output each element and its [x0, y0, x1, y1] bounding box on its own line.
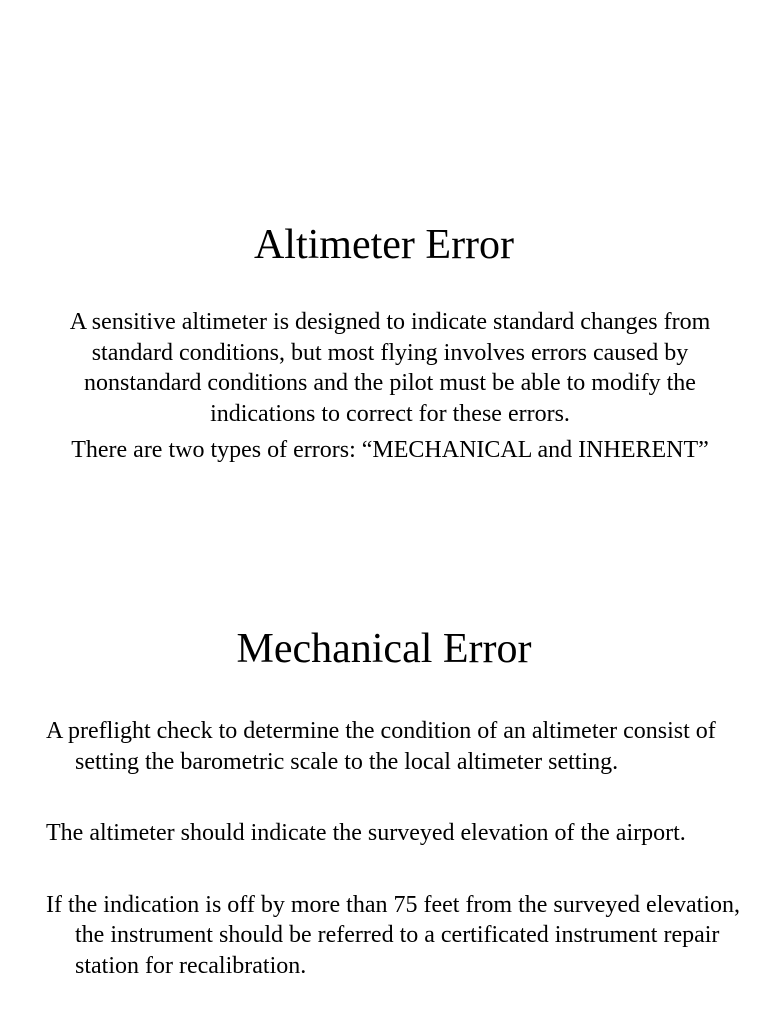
body-paragraph: A sensitive altimeter is designed to indicate standard changes from standard conditions, but most flying involves errors caused by nonstandard conditions and the pilot must be able to modify the indications to correct for these errors.	[69, 309, 711, 427]
body-paragraph: The altimeter should indicate the surveyed elevation of the airport.	[46, 820, 686, 846]
slide-title: Mechanical Error	[236, 626, 532, 672]
slide-title: Altimeter Error	[253, 222, 515, 268]
body-paragraph: If the indication is off by more than 75 feet from the surveyed elevation, the instrument should be referred to a certificated instrument repair station for recalibration.	[46, 891, 741, 979]
slide-body	[46, 716, 746, 1022]
slide-body	[52, 307, 728, 472]
body-paragraph: There are two types of errors: “MECHANICAL and INHERENT”	[71, 437, 709, 463]
slide-mechanical-error	[0, 576, 768, 1024]
body-paragraph: A preflight check to determine the condition of an altimeter consist of setting the barometric scale to the local altimeter setting.	[46, 718, 716, 775]
